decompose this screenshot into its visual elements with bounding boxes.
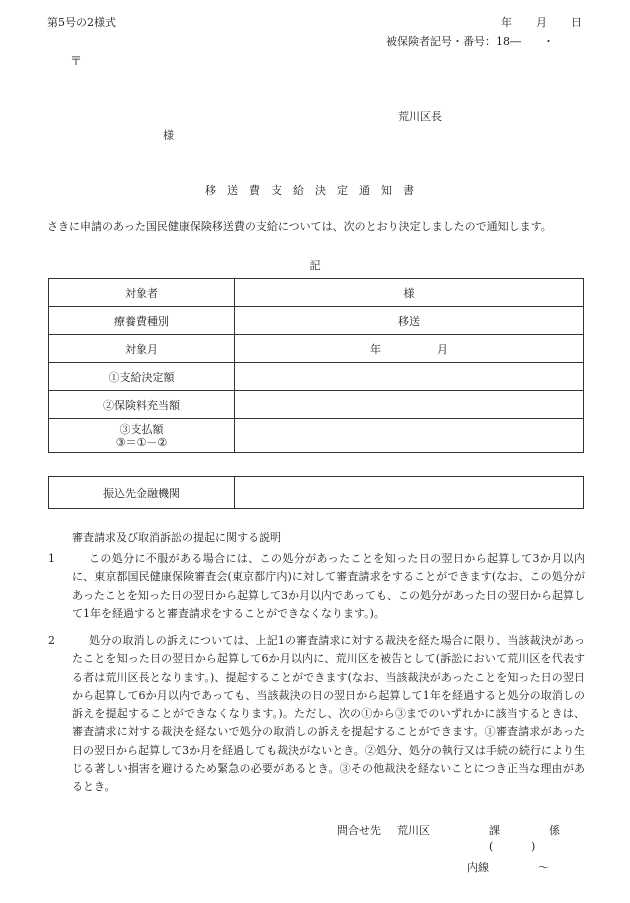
row-label: ②保険料充当額 [49, 391, 235, 419]
row-value: 移送 [235, 307, 584, 335]
row-label: 療養費種別 [49, 307, 235, 335]
addressee-suffix: 様 [163, 129, 174, 142]
bank-label: 振込先金融機関 [49, 477, 235, 509]
table-row [49, 391, 584, 419]
row-value [235, 335, 584, 363]
date-day-label: 日 [571, 16, 582, 29]
paragraph-text: この処分に不服がある場合には、この処分があったことを知った日の翌日から起算して3か月以内に、東京都国民健康保険審査会(東京都庁内)に対して審査請求をすることができます(なお、この処分があったことを知った日の翌日から起算して3か月以内であっても、この処分があった日の翌日から起算して1年を経過すると審査請求をすることができなくなります。)。 [72, 552, 585, 620]
form-number: 第5号の2様式 [47, 16, 116, 29]
row-label: 対象月 [49, 335, 235, 363]
row-label: ①支給決定額 [49, 363, 235, 391]
row-value [235, 363, 584, 391]
paragraph-text: 処分の取消しの訴えについては、上記1の審査請求に対する裁決を経た場合に限り、当該裁決があったことを知った日の翌日から起算して6か月以内に、荒川区を被告として(訴訟において荒川区を代表する者は荒川区長となります。)、提起することができます(なお、当該裁決があったことを知った日の翌日から起算して6か月以内であっても、当該裁決の日の翌日から起算して1年を経過すると処分の取消しの訴えを提起することができなくなります。)。ただし、次の①から③までのいずれかに該当するときは、審査請求に対する裁決を経ないで処分の取消しの訴えを提起することができます。①審査請求があった日の翌日から起算して3か月を経過しても裁決がないとき。②処分、処分の執行又は手続の続行により生じる著しい損害を避けるため緊急の必要があるとき。③その他裁決を経ないことにつき正当な理由があるとき。 [72, 634, 585, 794]
contact-kakari: 係 [549, 824, 560, 837]
bank-value [235, 477, 584, 509]
contact-label: 問合せ先 [337, 824, 381, 837]
ki-label: 記 [309, 259, 321, 272]
row-label [49, 419, 235, 453]
bank-table [48, 476, 584, 509]
contact-naisen: 内線 [467, 861, 489, 874]
explanation-heading: 審査請求及び取消訴訟の提起に関する説明 [72, 531, 281, 544]
date-month-label: 月 [536, 16, 547, 29]
insured-number: 被保険者記号・番号：18― ・ [386, 35, 554, 48]
date-year-label: 年 [501, 16, 512, 29]
contact-ward: 荒川区 [397, 824, 430, 837]
explanation-paragraph-2 [48, 632, 585, 797]
contact-paren-open: ( [489, 840, 494, 853]
explanation-paragraph-1 [48, 550, 585, 623]
paragraph-number: 1 [48, 552, 55, 565]
row-label: 対象者 [49, 279, 235, 307]
target-month-label: 月 [437, 342, 448, 356]
row-value [235, 391, 584, 419]
document-title: 移送費支給決定通知書 [205, 184, 425, 197]
decision-table [48, 278, 584, 453]
issuer: 荒川区長 [398, 110, 442, 123]
row-label-line1: ③支払額 [119, 422, 164, 436]
table-row [49, 279, 584, 307]
paragraph-number: 2 [48, 634, 55, 647]
table-row [49, 335, 584, 363]
table-row [49, 419, 584, 453]
contact-tilde: ～ [538, 861, 549, 874]
contact-paren-close: ) [531, 840, 536, 853]
row-value: 様 [235, 279, 584, 307]
contact-ka: 課 [489, 824, 500, 837]
postal-mark: 〒 [70, 54, 83, 68]
row-label-line2: ③＝①－② [115, 435, 168, 449]
table-row [49, 363, 584, 391]
table-row [49, 307, 584, 335]
table-row [49, 477, 584, 509]
intro-text: さきに申請のあった国民健康保険移送費の支給については、次のとおり決定しましたので通知します。 [47, 220, 552, 233]
target-year-label: 年 [370, 342, 381, 356]
row-value [235, 419, 584, 453]
